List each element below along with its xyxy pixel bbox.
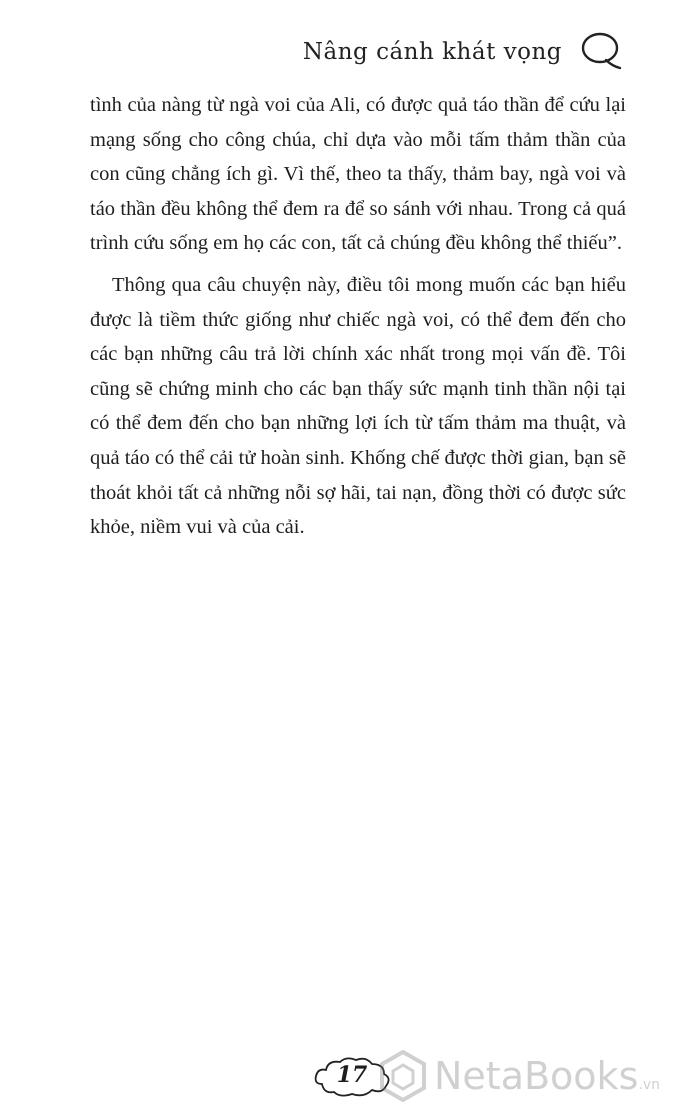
watermark — [378, 1046, 698, 1106]
body-text — [90, 88, 626, 552]
q-letter-icon — [578, 28, 624, 74]
paragraph-2: Thông qua câu chuyện này, điều tôi mong muốn các bạn hiểu được là tiềm thức giống như chiếc ngà voi, có thể đem đến cho các bạn những câu trả lời chính xác nhất trong mọi vấn đề. Tôi cũng sẽ chứng minh cho các bạn thấy sức mạnh tinh thần nội tại có thể đem đến cho bạn những lợi ích từ tấm thảm ma thuật, và quả táo có thể cải tử hoàn sinh. Khống chế được thời gian, bạn sẽ thoát khỏi tất cả những nỗi sợ hãi, tai nạn, đồng thời có được sức khỏe, niềm vui và của cải. — [90, 273, 626, 539]
book-title: Nâng cánh khát vọng — [302, 39, 562, 65]
watermark-suffix: .vn — [638, 1077, 660, 1093]
paragraph-1: tình của nàng từ ngà voi của Ali, có được quả táo thần để cứu lại mạng sống cho công chúa, chỉ dựa vào mỗi tấm thảm thần của con cũng chẳng ích gì. Vì thế, theo ta thấy, thảm bay, ngà voi và táo thần đều không thể đem ra để so sánh với nhau. Trong cả quá trình cứu sống em họ các con, tất cả chúng đều không thể thiếu”. — [90, 94, 626, 255]
watermark-brand: NetaBooks — [434, 1054, 639, 1098]
netabooks-logo-icon — [378, 1049, 428, 1103]
running-header — [303, 30, 618, 74]
page-number: 17 — [336, 1062, 368, 1088]
